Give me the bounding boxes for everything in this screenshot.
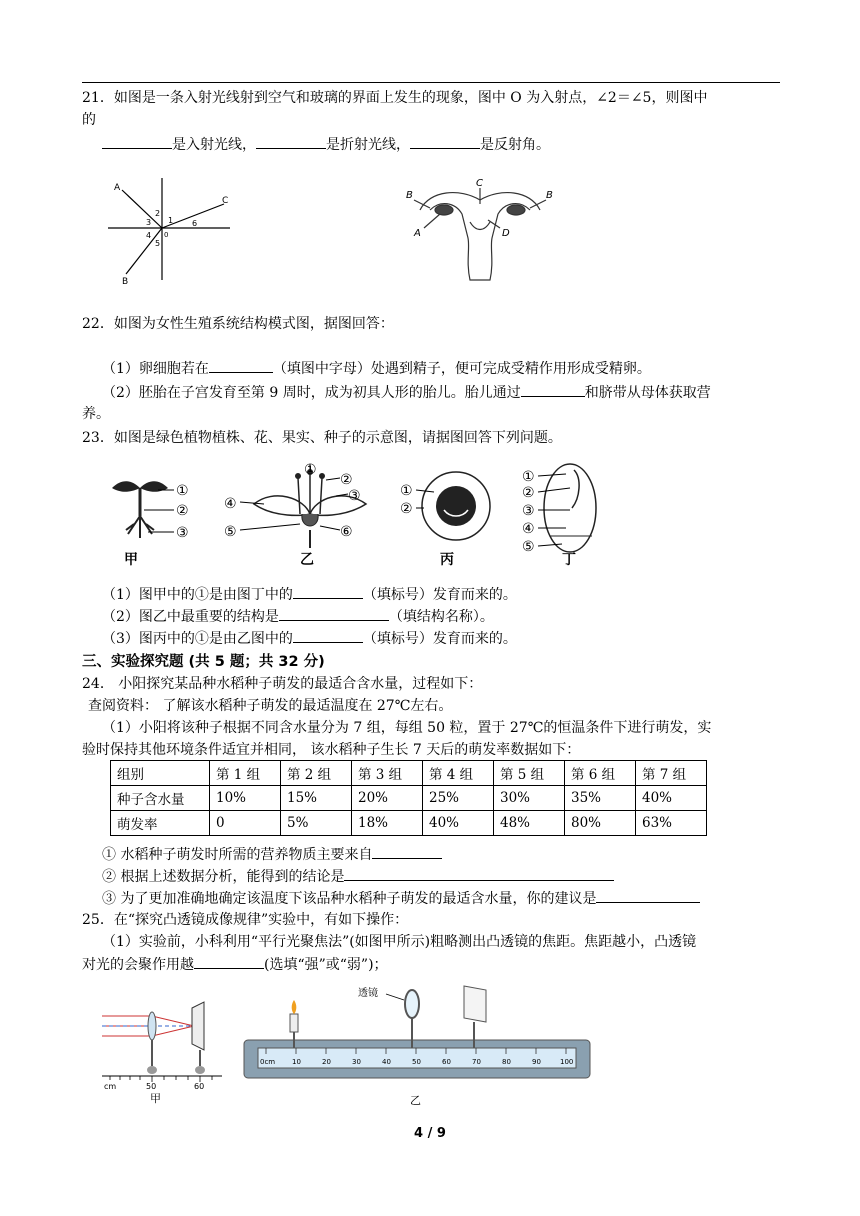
table-cell: 第 2 组 xyxy=(281,761,352,786)
left-ovary xyxy=(435,205,453,215)
q21-blank-3[interactable] xyxy=(410,134,480,149)
header-rule xyxy=(82,82,780,83)
q23-p1b: （填标号）发育而来的。 xyxy=(362,587,517,603)
label-5: 5 xyxy=(155,239,161,248)
table-cell: 15% xyxy=(281,786,352,811)
label-bing: 丙 xyxy=(440,552,454,568)
bing-c2: ② xyxy=(400,501,413,517)
lens-label: 透镜 xyxy=(358,988,378,999)
light-refraction-figure xyxy=(104,176,234,288)
q23-part3 xyxy=(102,628,517,649)
section-heading: 三、实验探究题 (共 5 题；共 32 分) xyxy=(82,654,325,670)
figure-yi xyxy=(224,462,366,568)
bench-tick-40: 40 xyxy=(382,1058,391,1066)
label-3: 3 xyxy=(146,218,152,227)
tick-cm: cm xyxy=(104,1082,117,1091)
q22-blank-1[interactable] xyxy=(209,358,273,373)
yi-c2: ② xyxy=(340,472,353,488)
label-A: A xyxy=(414,228,421,239)
q23-part2 xyxy=(102,606,494,627)
table-row xyxy=(111,786,707,811)
q25-stem: 25．在“探究凸透镜成像规律”实验中，有如下操作： xyxy=(82,912,409,928)
optical-bench-figure xyxy=(236,982,598,1110)
lens-shape xyxy=(148,1012,156,1040)
table-cell: 40% xyxy=(636,786,707,811)
label-6: 6 xyxy=(192,219,198,228)
q21-answers xyxy=(102,134,550,155)
bench-tick-100: 100 xyxy=(560,1058,574,1066)
q24-blank-3[interactable] xyxy=(596,888,700,903)
table-cell: 5% xyxy=(281,811,352,836)
candle xyxy=(290,1014,298,1032)
table-cell: 种子含水量 xyxy=(111,786,210,811)
bench-tick-0: 0cm xyxy=(260,1058,276,1066)
ding-c2: ② xyxy=(522,485,535,501)
q22-p1a: （1）卵细胞若在 xyxy=(102,361,209,377)
label-jia-lens: 甲 xyxy=(150,1092,161,1104)
right-ovary xyxy=(507,205,525,215)
table-cell: 第 7 组 xyxy=(636,761,707,786)
table-row xyxy=(111,811,707,836)
label-D: D xyxy=(502,228,510,239)
table-cell: 第 5 组 xyxy=(494,761,565,786)
table-cell: 萌发率 xyxy=(111,811,210,836)
q24-p1a: （1）小阳将该种子根据不同含水量分为 7 组，每组 50 粒，置于 27℃的恒温条件下进行萌发，实 xyxy=(102,720,712,736)
label-B-left: B xyxy=(406,190,413,201)
q24-p1b: 验时保持其他环境条件适宜并相同， 该水稻种子生长 7 天后的萌发率数据如下： xyxy=(82,742,581,758)
bench-tick-70: 70 xyxy=(472,1058,481,1066)
q22-p2b: 和脐带从母体获取营 xyxy=(584,385,711,401)
screen-on-bench xyxy=(464,986,486,1022)
bench-tick-80: 80 xyxy=(502,1058,511,1066)
screen-shape xyxy=(192,1002,204,1050)
bench-tick-50: 50 xyxy=(412,1058,421,1066)
q23-p1a: （1）图甲中的①是由图丁中的 xyxy=(102,587,293,603)
yi-c4: ④ xyxy=(224,496,237,512)
q23-p2a: （2）图乙中最重要的结构是 xyxy=(102,609,279,625)
q23-blank-1[interactable] xyxy=(293,584,363,599)
yi-c5: ⑤ xyxy=(224,524,237,540)
tick-50: 50 xyxy=(146,1082,157,1091)
q23-blank-3[interactable] xyxy=(293,628,363,643)
bing-c1: ① xyxy=(400,483,413,499)
ray-b xyxy=(126,228,162,274)
yi-c6: ⑥ xyxy=(340,524,353,540)
q21-blank-1[interactable] xyxy=(102,134,172,149)
jia-c3: ③ xyxy=(176,525,189,541)
label-C: C xyxy=(222,196,229,206)
table-cell: 第 3 组 xyxy=(352,761,423,786)
q25-blank-1[interactable] xyxy=(194,954,264,969)
page-number: 4 / 9 xyxy=(414,1126,446,1141)
flame xyxy=(292,1000,297,1014)
label-B: B xyxy=(122,277,129,287)
q21-seg2: 是折射光线， xyxy=(326,137,410,153)
q24-item2 xyxy=(102,866,614,887)
figure-ding xyxy=(522,464,596,568)
q21-seg1: 是入射光线， xyxy=(172,137,256,153)
table-cell: 第 4 组 xyxy=(423,761,494,786)
bench-tick-90: 90 xyxy=(532,1058,541,1066)
table-cell: 30% xyxy=(494,786,565,811)
q21-line1: 21．如图是一条入射光线射到空气和玻璃的界面上发生的现象，图中 O 为入射点，∠2＝∠5，则图中 xyxy=(82,90,708,106)
label-0: 0 xyxy=(164,231,169,239)
q24-blank-1[interactable] xyxy=(372,844,442,859)
yi-c3: ③ xyxy=(348,488,361,504)
ding-c4: ④ xyxy=(522,521,535,537)
jia-c2: ② xyxy=(176,503,189,519)
ding-c5: ⑤ xyxy=(522,539,535,555)
q22-p1b: （填图中字母）处遇到精子，便可完成受精作用形成受精卵。 xyxy=(272,361,651,377)
q21-blank-2[interactable] xyxy=(256,134,326,149)
label-4: 4 xyxy=(146,231,152,240)
label-1: 1 xyxy=(168,216,174,225)
germination-table xyxy=(110,760,707,836)
label-yi: 乙 xyxy=(300,552,314,568)
lens-on-bench xyxy=(405,990,419,1018)
label-yi-lens: 乙 xyxy=(410,1094,421,1107)
ding-c1: ① xyxy=(522,469,535,485)
table-cell: 63% xyxy=(636,811,707,836)
jia-c1: ① xyxy=(176,483,189,499)
bench-tick-30: 30 xyxy=(352,1058,361,1066)
pointer-d xyxy=(488,220,500,228)
table-cell: 35% xyxy=(565,786,636,811)
q23-p3a: （3）图丙中的①是由乙图中的 xyxy=(102,631,293,647)
q24-i2: ② 根据上述数据分析，能得到的结论是 xyxy=(102,869,345,885)
q23-p3b: （填标号）发育而来的。 xyxy=(362,631,517,647)
table-cell: 20% xyxy=(352,786,423,811)
q24-ref: 查阅资料： 了解该水稻种子萌发的最适温度在 27℃左右。 xyxy=(88,698,453,714)
q24-item1 xyxy=(102,844,442,865)
q22-blank-2[interactable] xyxy=(521,382,585,397)
q25-p1c: (选填“强”或“弱”)； xyxy=(264,957,388,973)
q25-p1b: 对光的会聚作用越 xyxy=(82,957,194,973)
q24-item3 xyxy=(102,888,700,909)
uterus-cavity xyxy=(470,222,490,230)
label-C: C xyxy=(476,178,483,189)
yi-c1: ① xyxy=(304,462,317,478)
table-cell: 第 6 组 xyxy=(565,761,636,786)
table-cell: 组别 xyxy=(111,761,210,786)
table-cell: 48% xyxy=(494,811,565,836)
q22-stem: 22．如图为女性生殖系统结构模式图，据图回答： xyxy=(82,316,394,332)
q23-blank-2[interactable] xyxy=(279,606,389,621)
q22-p2a: （2）胚胎在子宫发育至第 9 周时，成为初具人形的胎儿。胎儿通过 xyxy=(102,385,521,401)
table-header-row xyxy=(111,761,707,786)
q25-p1b-line xyxy=(82,954,388,975)
q25-p1a: （1）实验前，小科利用“平行光聚焦法”(如图甲所示)粗略测出凸透镜的焦距。焦距越小，凸透镜 xyxy=(102,934,697,950)
figure-jia xyxy=(112,481,189,568)
figure-bing xyxy=(400,472,490,568)
q22-part2 xyxy=(102,382,711,403)
q23-part1 xyxy=(102,584,517,605)
q22-part1 xyxy=(102,358,651,379)
q22-part2-cont: 养。 xyxy=(82,406,110,422)
q21-seg3: 是反射角。 xyxy=(480,137,550,153)
label-2: 2 xyxy=(155,209,161,218)
q24-blank-2[interactable] xyxy=(344,866,614,881)
pointer-a xyxy=(424,214,440,228)
table-cell: 10% xyxy=(210,786,281,811)
table-cell: 25% xyxy=(423,786,494,811)
focus-measure-figure xyxy=(100,986,224,1104)
table-cell: 80% xyxy=(565,811,636,836)
q24-i3: ③ 为了更加准确地确定该温度下该品种水稻种子萌发的最适含水量，你的建议是 xyxy=(102,891,597,907)
bench-tick-60: 60 xyxy=(442,1058,451,1066)
q23-stem: 23．如图是绿色植物植株、花、果实、种子的示意图，请据图回答下列问题。 xyxy=(82,430,562,446)
table-cell: 0 xyxy=(210,811,281,836)
q21-line2: 的 xyxy=(82,112,96,128)
tick-60: 60 xyxy=(194,1082,205,1091)
label-jia: 甲 xyxy=(124,552,138,568)
q23-p2b: （填结构名称）。 xyxy=(388,609,494,625)
label-ding: 丁 xyxy=(562,552,576,568)
bench-tick-20: 20 xyxy=(322,1058,331,1066)
q24-stem: 24． 小阳探究某品种水稻种子萌发的最适合含水量，过程如下： xyxy=(82,676,483,692)
female-reproductive-figure xyxy=(400,176,560,292)
label-B-right: B xyxy=(546,190,553,201)
label-A: A xyxy=(114,183,121,193)
table-cell: 40% xyxy=(423,811,494,836)
table-cell: 第 1 组 xyxy=(210,761,281,786)
table-cell: 18% xyxy=(352,811,423,836)
ding-c3: ③ xyxy=(522,503,535,519)
plant-figures xyxy=(104,458,624,572)
q24-i1: ① 水稻种子萌发时所需的营养物质主要来自 xyxy=(102,847,373,863)
bench-tick-10: 10 xyxy=(292,1058,301,1066)
